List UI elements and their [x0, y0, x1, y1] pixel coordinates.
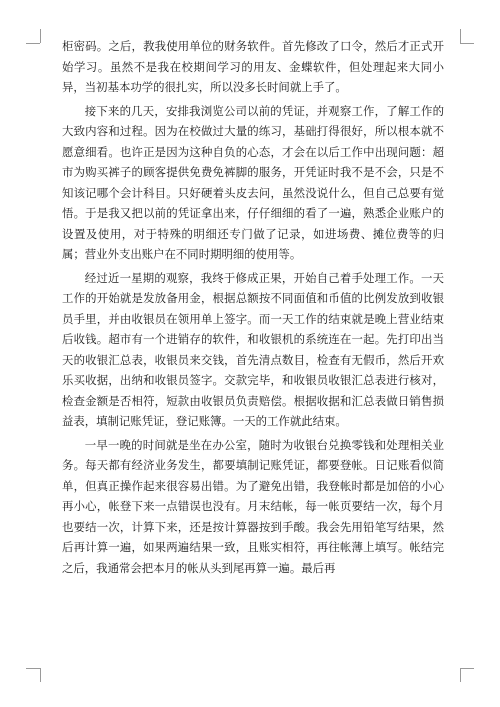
- crop-mark-top-left-h: [26, 43, 40, 44]
- crop-mark-top-left-v: [40, 29, 41, 43]
- crop-mark-top-right-v: [460, 29, 461, 43]
- paragraph-1: 柜密码。之后，教我使用单位的财务软件。首先修改了口令，然后才正式开始学习。虽然不是我在校期间学习的用友、金蝶软件，但处理起来大同小异，当初基本功学的很扎实，所以没多长时间就上手了。: [62, 39, 444, 94]
- crop-mark-bottom-right-h: [460, 668, 474, 669]
- paragraph-2: 接下来的几天，安排我浏览公司以前的凭证，并观察工作，了解工作的大致内容和过程。因为在校做过大量的练习，基础打得很好，所以根本就不愿意细看。也许正是因为这种自负的心态，才会在以后工作中出现问题：超市为购买裤子的顾客提供免费免裤脚的服务，开凭证时我不是不会，只是不知该记哪个会计科目。只好硬着头皮去问，虽然没说什么，但自己总要有觉悟。于是我又把以前的凭证拿出来，仔仔细细的看了一遍，熟悉企业账户的设置及使用，对于特殊的明细还专门做了记录，如进场费、摊位费等的归属；营业外支出账户在不同时期明细的使用等。: [62, 103, 444, 261]
- crop-mark-bottom-left-v: [40, 668, 41, 682]
- paragraph-3: 经过近一星期的观察，我终于修成正果，开始自己着手处理工作。一天工作的开始就是发放备用金，根据总额按不同面值和币值的比例发放到收银员手里，并由收银员在领用单上签字。而一天工作的结束就是晚上营业结束后收钱。超市有一个进销存的软件，和收银机的系统连在一起。先打印出当天的收银汇总表，收银员来交钱，首先清点数目，检查有无假币，然后开欢乐买收据，出纳和收银员签字。交款完毕，和收银员收银汇总表进行核对，检查金额是否相符，短款由收银员负责赔偿。根据收据和汇总表做日销售损益表，填制记账凭证，登记账簿。一天的工作就此结束。: [62, 270, 444, 428]
- document-body: [62, 36, 444, 578]
- crop-mark-top-right-h: [460, 43, 474, 44]
- paragraph-4: 一早一晚的时间就是坐在办公室，随时为收银台兑换零钱和处理相关业务。每天都有经济业务发生，都要填制记账凭证，都要登帐。日记账看似简单，但真正操作起来很容易出错。为了避免出错，我登帐时都是加倍的小心再小心，帐登下来一点错误也没有。月末结帐，每一帐页要结一次，每个月也要结一次，计算下来，还是按计算器按到手酸。我会先用铅笔写结果，然后再计算一遍，如果两遍结果一致，且账实相符，再往帐薄上填写。帐结完之后，我通常会把本月的帐从头到尾再算一遍。最后再: [62, 437, 444, 575]
- crop-mark-bottom-left-h: [26, 668, 40, 669]
- crop-mark-bottom-right-v: [460, 668, 461, 682]
